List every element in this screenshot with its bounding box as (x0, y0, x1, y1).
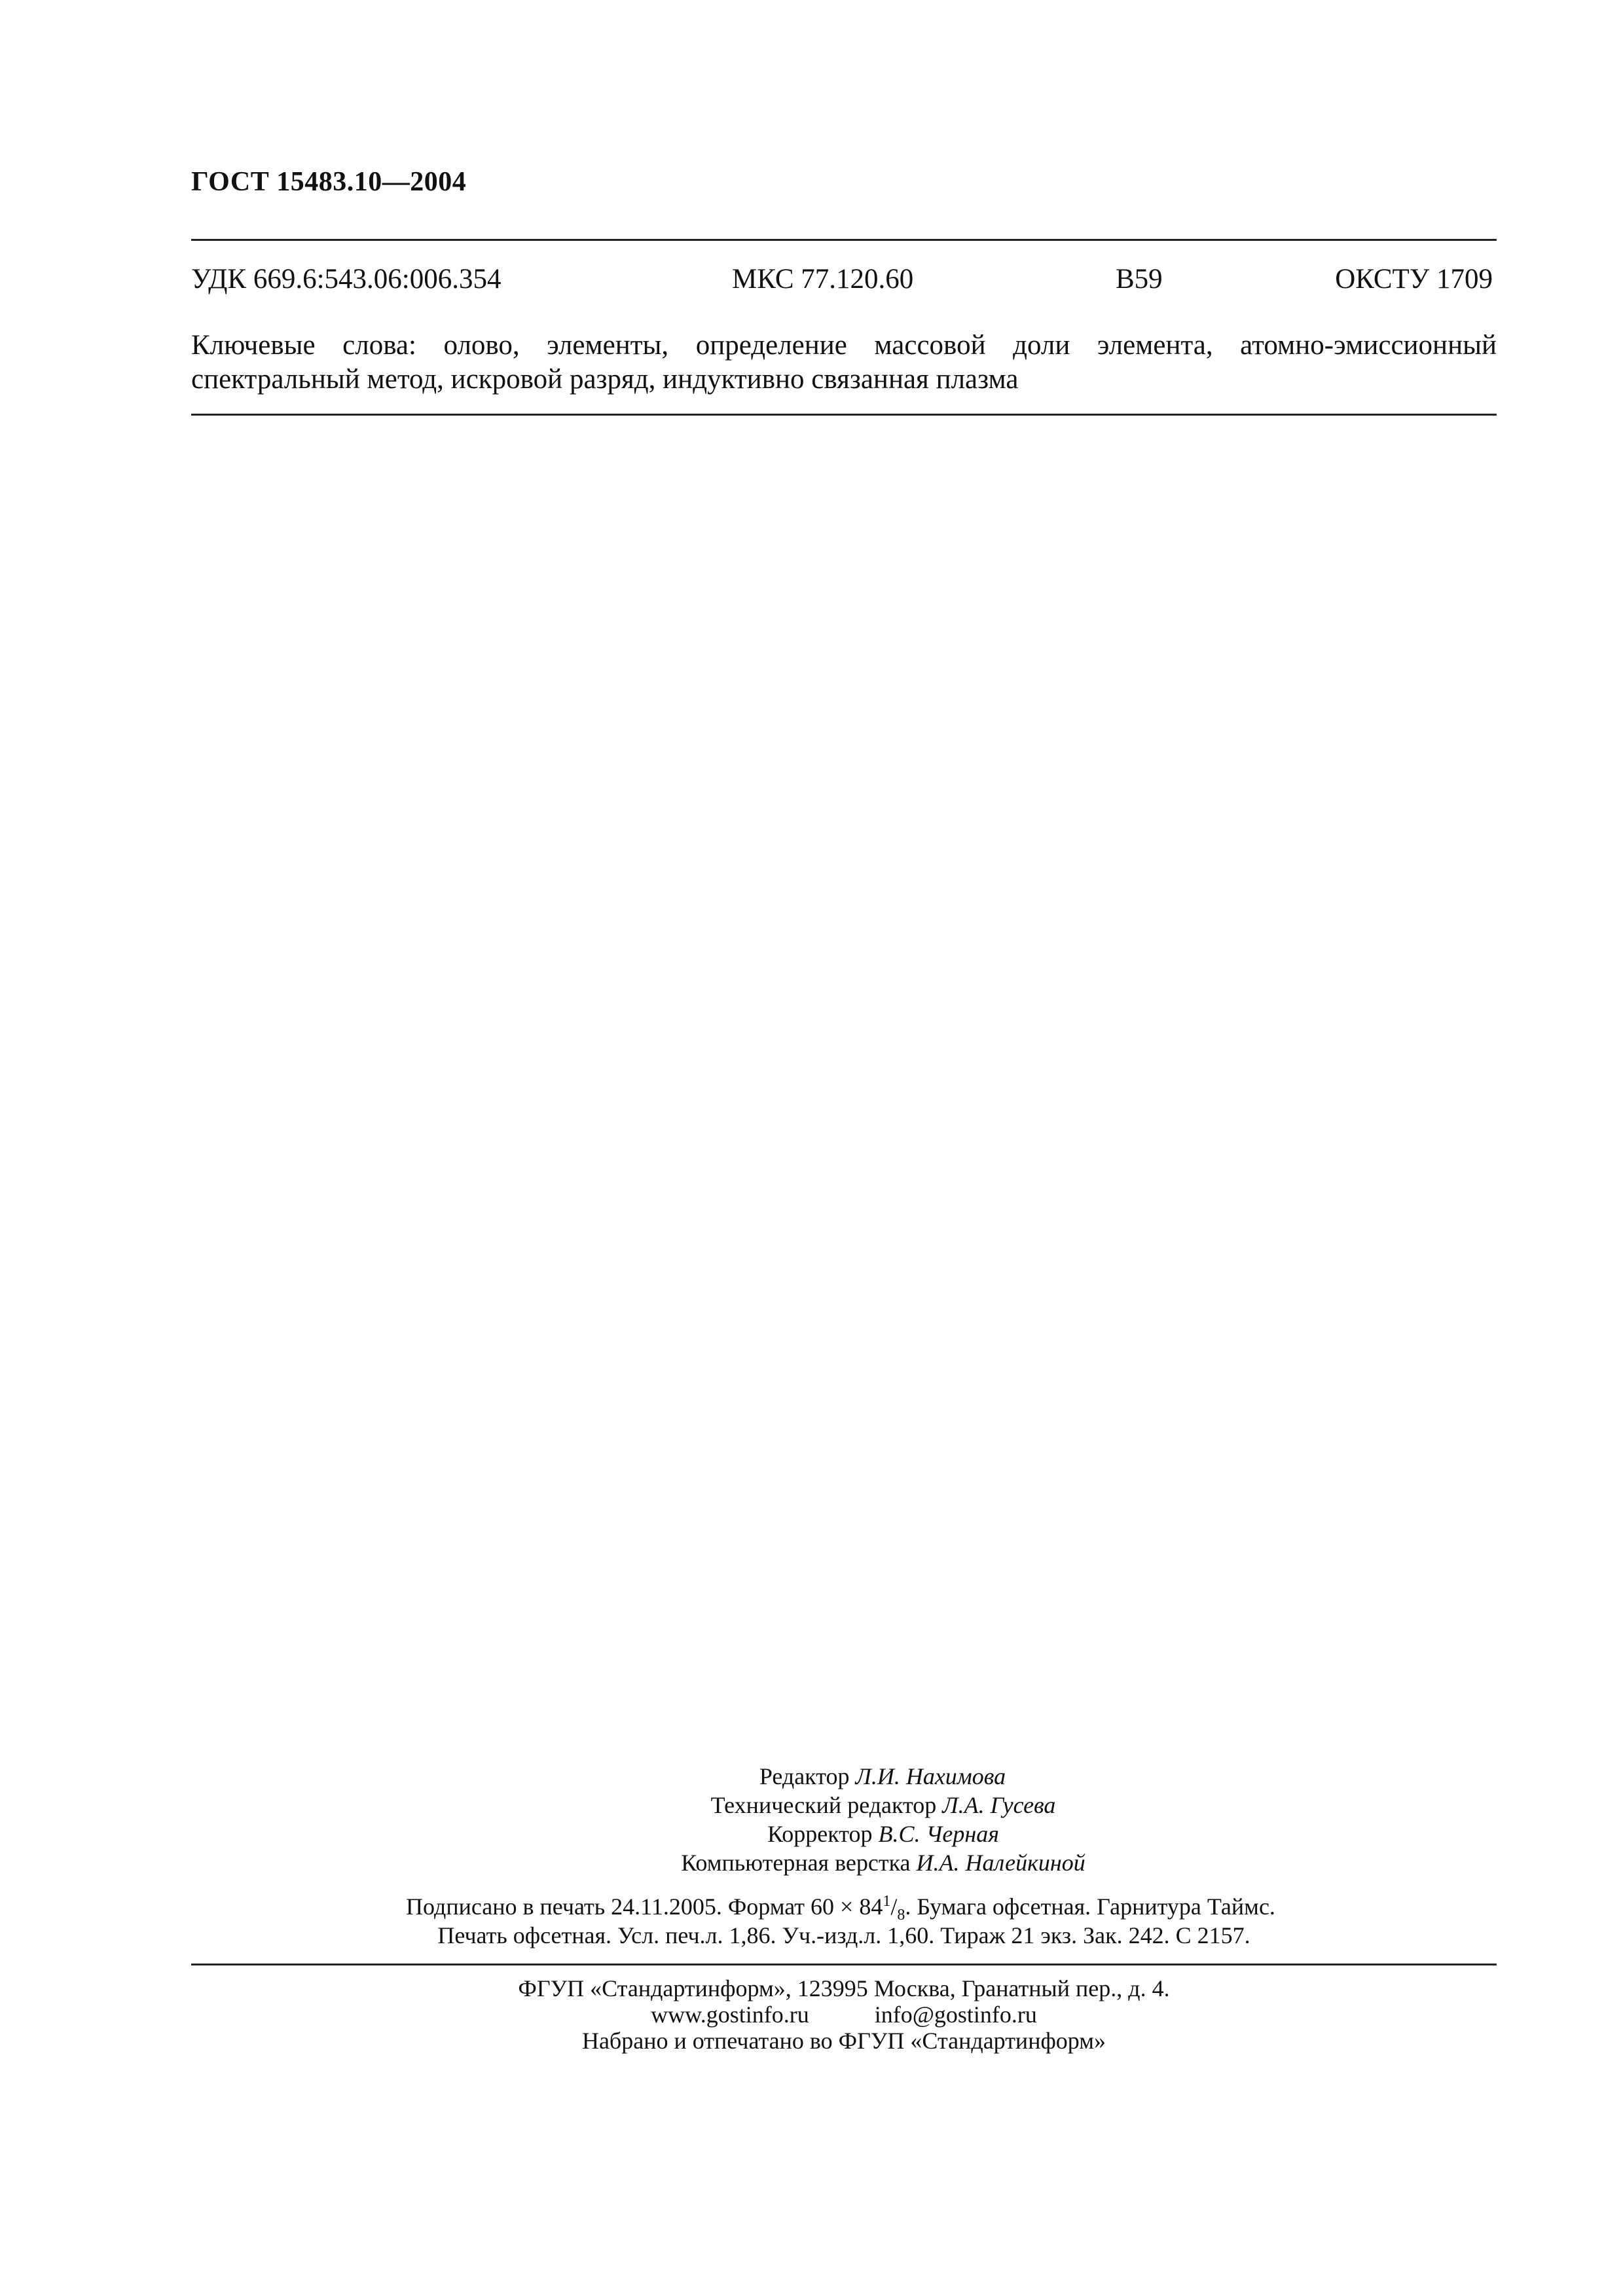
publisher-printed-by: Набрано и отпечатано во ФГУП «Стандартинформ» (581, 2028, 1106, 2054)
okstu-code: ОКСТУ 1709 (1335, 264, 1493, 295)
layout-row (191, 1848, 1497, 1877)
format-superscript: 1 (883, 1893, 891, 1910)
layout-name: И.А. Налейкиной (916, 1850, 1085, 1876)
format-slash: / (890, 1893, 898, 1920)
publisher-divider (191, 1964, 1497, 1965)
tech-editor-label: Технический редактор (710, 1792, 937, 1818)
editor-row (191, 1762, 1497, 1791)
mks-code: МКС 77.120.60 (732, 264, 914, 295)
credits-block (191, 1762, 1497, 1877)
top-divider (191, 239, 1497, 241)
publisher-website-link[interactable]: www.gostinfo.ru (651, 2001, 809, 2028)
keywords-line-2: спектральный метод, искровой разряд, индуктивно связанная плазма (191, 364, 1019, 395)
editor-label: Редактор (759, 1763, 850, 1789)
corrector-name: В.С. Черная (878, 1821, 999, 1847)
publisher-block (191, 1975, 1497, 2054)
classification-row (191, 263, 1497, 302)
layout-label: Компьютерная верстка (681, 1850, 911, 1876)
tech-editor-row (191, 1791, 1497, 1820)
print-info-line-1-start: Подписано в печать 24.11.2005. Формат 60 × 84 (406, 1893, 883, 1920)
format-subscript: 8 (897, 1907, 905, 1924)
document-code: ГОСТ 15483.10—2004 (191, 167, 467, 197)
print-info-line-1 (191, 1892, 1497, 1924)
group-code: В59 (1116, 264, 1163, 295)
keywords-block (191, 329, 1497, 397)
publisher-address: ФГУП «Стандартинформ», 123995 Москва, Гранатный пер., д. 4. (518, 1975, 1170, 2001)
print-info-line-1-end: . Бумага офсетная. Гарнитура Таймс. (905, 1893, 1275, 1920)
corrector-row (191, 1820, 1497, 1848)
publisher-email-link[interactable]: info@gostinfo.ru (874, 2001, 1037, 2028)
publisher-contacts (191, 2001, 1497, 2028)
corrector-label: Корректор (767, 1821, 873, 1847)
print-info-line-2: Печать офсетная. Усл. печ.л. 1,86. Уч.-изд.л. 1,60. Тираж 21 экз. Зак. 242. С 2157. (437, 1922, 1250, 1948)
tech-editor-name: Л.А. Гусева (942, 1792, 1056, 1818)
keywords-line-1: Ключевые слова: олово, элементы, определение массовой доли элемента, атомно-эмиссионный (191, 330, 1497, 361)
keywords-divider (191, 414, 1497, 416)
editor-name: Л.И. Нахимова (855, 1763, 1006, 1789)
udk-code: УДК 669.6:543.06:006.354 (191, 264, 501, 295)
print-info-block (191, 1892, 1497, 1950)
